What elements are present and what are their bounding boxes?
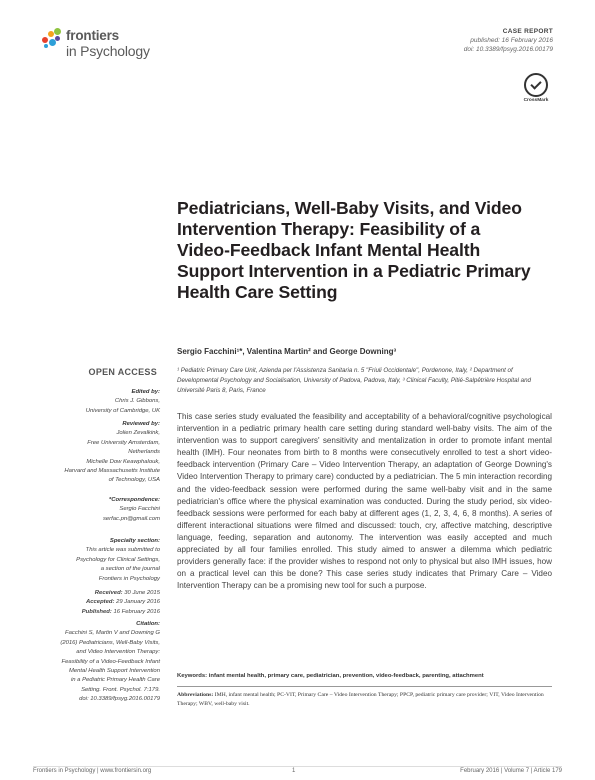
specialty-line: Frontiers in Psychology <box>98 575 160 582</box>
reviewer-affiliation: Harvard and Massachusetts Institute <box>64 468 160 475</box>
page-number: 1 <box>292 768 296 774</box>
citation-line: Feasibility of a Video-Feedback Infant <box>61 658 160 665</box>
specialty-line: a section of the journal <box>100 566 160 573</box>
journal-logo[interactable] <box>42 26 182 66</box>
article-title: Pediatricians, Well-Baby Visits, and Video Intervention Therapy: Feasibility of a Video-Feedback Infant Mental Health Support Intervention in a Pediatric Primary Health Care Setting <box>177 198 531 302</box>
journal-name-line2: in Psychology <box>66 43 150 59</box>
article-type: CASE REPORT <box>502 28 553 35</box>
reviewed-by-label: Reviewed by: <box>122 421 160 427</box>
editor-affiliation: University of Cambridge, UK <box>85 407 160 414</box>
accepted-row <box>42 598 160 607</box>
keywords-label: Keywords: <box>177 673 208 679</box>
citation-line: and Video Intervention Therapy: <box>76 649 160 656</box>
abbreviations-text: IMH, infant mental health; PC-VIT, Primary Care – Video Intervention Therapy; PPCP, pediatric primary care provider; VIT, Video Intervention Therapy; WBV, well-baby visit. <box>177 692 544 707</box>
editor-name[interactable]: Chris J. Gibbons, <box>114 398 160 405</box>
keywords-list: infant mental health, primary care, pediatrician, prevention, video-feedback, parenting, attachment <box>208 673 484 679</box>
reviewer-name[interactable]: Jolien Zevalkink, <box>116 430 160 437</box>
journal-name-line1: frontiers <box>66 28 119 43</box>
abbreviations <box>177 691 552 708</box>
specialty-label: Specialty section: <box>109 538 160 544</box>
specialty-line: This article was submitted to <box>85 547 160 554</box>
affiliations: ¹ Pediatric Primary Care Unit, Azienda per l'Assistenza Sanitaria n. 5 "Friuli Occidentale", Pordenone, Italy, ² Department of Developmental Psychology and Socialisation, University of Padova, Padova, Italy, ³ Clinical Faculty, Pitié-Salpêtrière Hospital and Université Paris 8, Paris, France <box>177 367 532 394</box>
edited-by-label: Edited by: <box>131 389 160 395</box>
correspondence-label: *Correspondence: <box>108 497 160 503</box>
crossmark-icon <box>524 73 548 97</box>
specialty-line: Psychology for Clinical Settings, <box>76 556 160 563</box>
correspondence-section <box>42 496 160 524</box>
author-list[interactable]: Sergio Facchini¹*, Valentina Martin² and George Downing³ <box>177 347 397 356</box>
correspondence-email[interactable]: serfac.pn@gmail.com <box>102 515 160 522</box>
footer-journal-link[interactable]: Frontiers in Psychology | www.frontiersin.org <box>33 768 152 774</box>
crossmark-label: CrossMark <box>523 98 549 103</box>
citation-section <box>42 620 160 705</box>
keywords-line <box>177 673 552 679</box>
doi-link[interactable]: doi: 10.3389/fpsyg.2016.00179 <box>463 46 553 53</box>
received-row <box>42 589 160 598</box>
citation-line: Facchini S, Martin V and Downing G <box>65 630 160 637</box>
reviewer-name[interactable]: Michelle Dow Keawphalouk, <box>86 458 160 465</box>
frontiers-logo-icon <box>42 28 62 50</box>
footer-issue-info: February 2016 | Volume 7 | Article 179 <box>460 768 562 774</box>
specialty-section <box>42 537 160 584</box>
citation-line: Mental Health Support Intervention <box>68 668 160 675</box>
published-label: Published: <box>81 608 112 615</box>
edited-by-section <box>42 388 160 416</box>
citation-line: Setting. Front. Psychol. 7:179. <box>81 686 160 693</box>
citation-line: in a Pediatric Primary Health Care <box>70 677 160 684</box>
accepted-label: Accepted: <box>85 599 115 606</box>
footer-divider <box>33 766 562 767</box>
published-date-side: 16 February 2016 <box>113 608 160 615</box>
abbreviations-label: Abbreviations: <box>177 692 214 698</box>
divider <box>177 686 552 687</box>
abstract-text: This case series study evaluated the feasibility and acceptability of a behavioral/cognitive psychological intervention in a pediatric primary health care setting during standard well-baby visits. The aim of the intervention was to support caregivers' sensitivity and mentalization in order to promote infant mental health (IMH). Four neonates from birth to 8 months were consecutively enrolled to test a short video-feedback intervention (Primary Care – Video Intervention Therapy, an adaptation of George Downing's Video Intervention Therapy to primary care) conducted by a pediatrician. The 5 min interaction recording and the video-feedback session were performed during the same well-baby visit and in the same pediatrician's office where the physical examination was conducted. During the study period, six video-feedback sessions were performed for each baby at different ages (1, 2, 3, 4, 6, 8 months). A series of different interactional situations were filmed and discussed: touch, cry, affective matching, descriptive language, feeding, separation and autonomy. The intervention was easily accepted and much appreciated by all four families enrolled. This study aimed to answer a dilemma which pediatric providers generally face: if the provider wishes to respond not only to physical but also IMH issues, how on a practical level can this be done? This case series study indicates that Primary Care – Video Intervention Therapy can be a promising new tool for such a purpose. <box>177 412 552 591</box>
published-row <box>42 608 160 617</box>
dates-section <box>42 589 160 617</box>
reviewer-affiliation: Free University Amsterdam, <box>87 439 160 446</box>
published-date: published: 16 February 2016 <box>470 37 553 44</box>
citation-label: Citation: <box>136 621 160 627</box>
open-access-label: OPEN ACCESS <box>88 367 157 377</box>
citation-line: (2016) Pediatricians, Well-Baby Visits, <box>60 639 160 646</box>
reviewed-by-section <box>42 420 160 486</box>
citation-line[interactable]: doi: 10.3389/fpsyg.2016.00179 <box>79 696 160 703</box>
article-meta <box>464 27 553 54</box>
correspondence-name: Sergio Facchini <box>119 506 160 513</box>
reviewer-affiliation: of Technology, USA <box>108 477 160 484</box>
received-label: Received: <box>94 590 123 596</box>
reviewer-affiliation: Netherlands <box>128 449 160 456</box>
accepted-date: 29 January 2016 <box>116 599 160 606</box>
received-date: 30 June 2015 <box>124 590 160 596</box>
crossmark-badge[interactable] <box>521 73 551 103</box>
